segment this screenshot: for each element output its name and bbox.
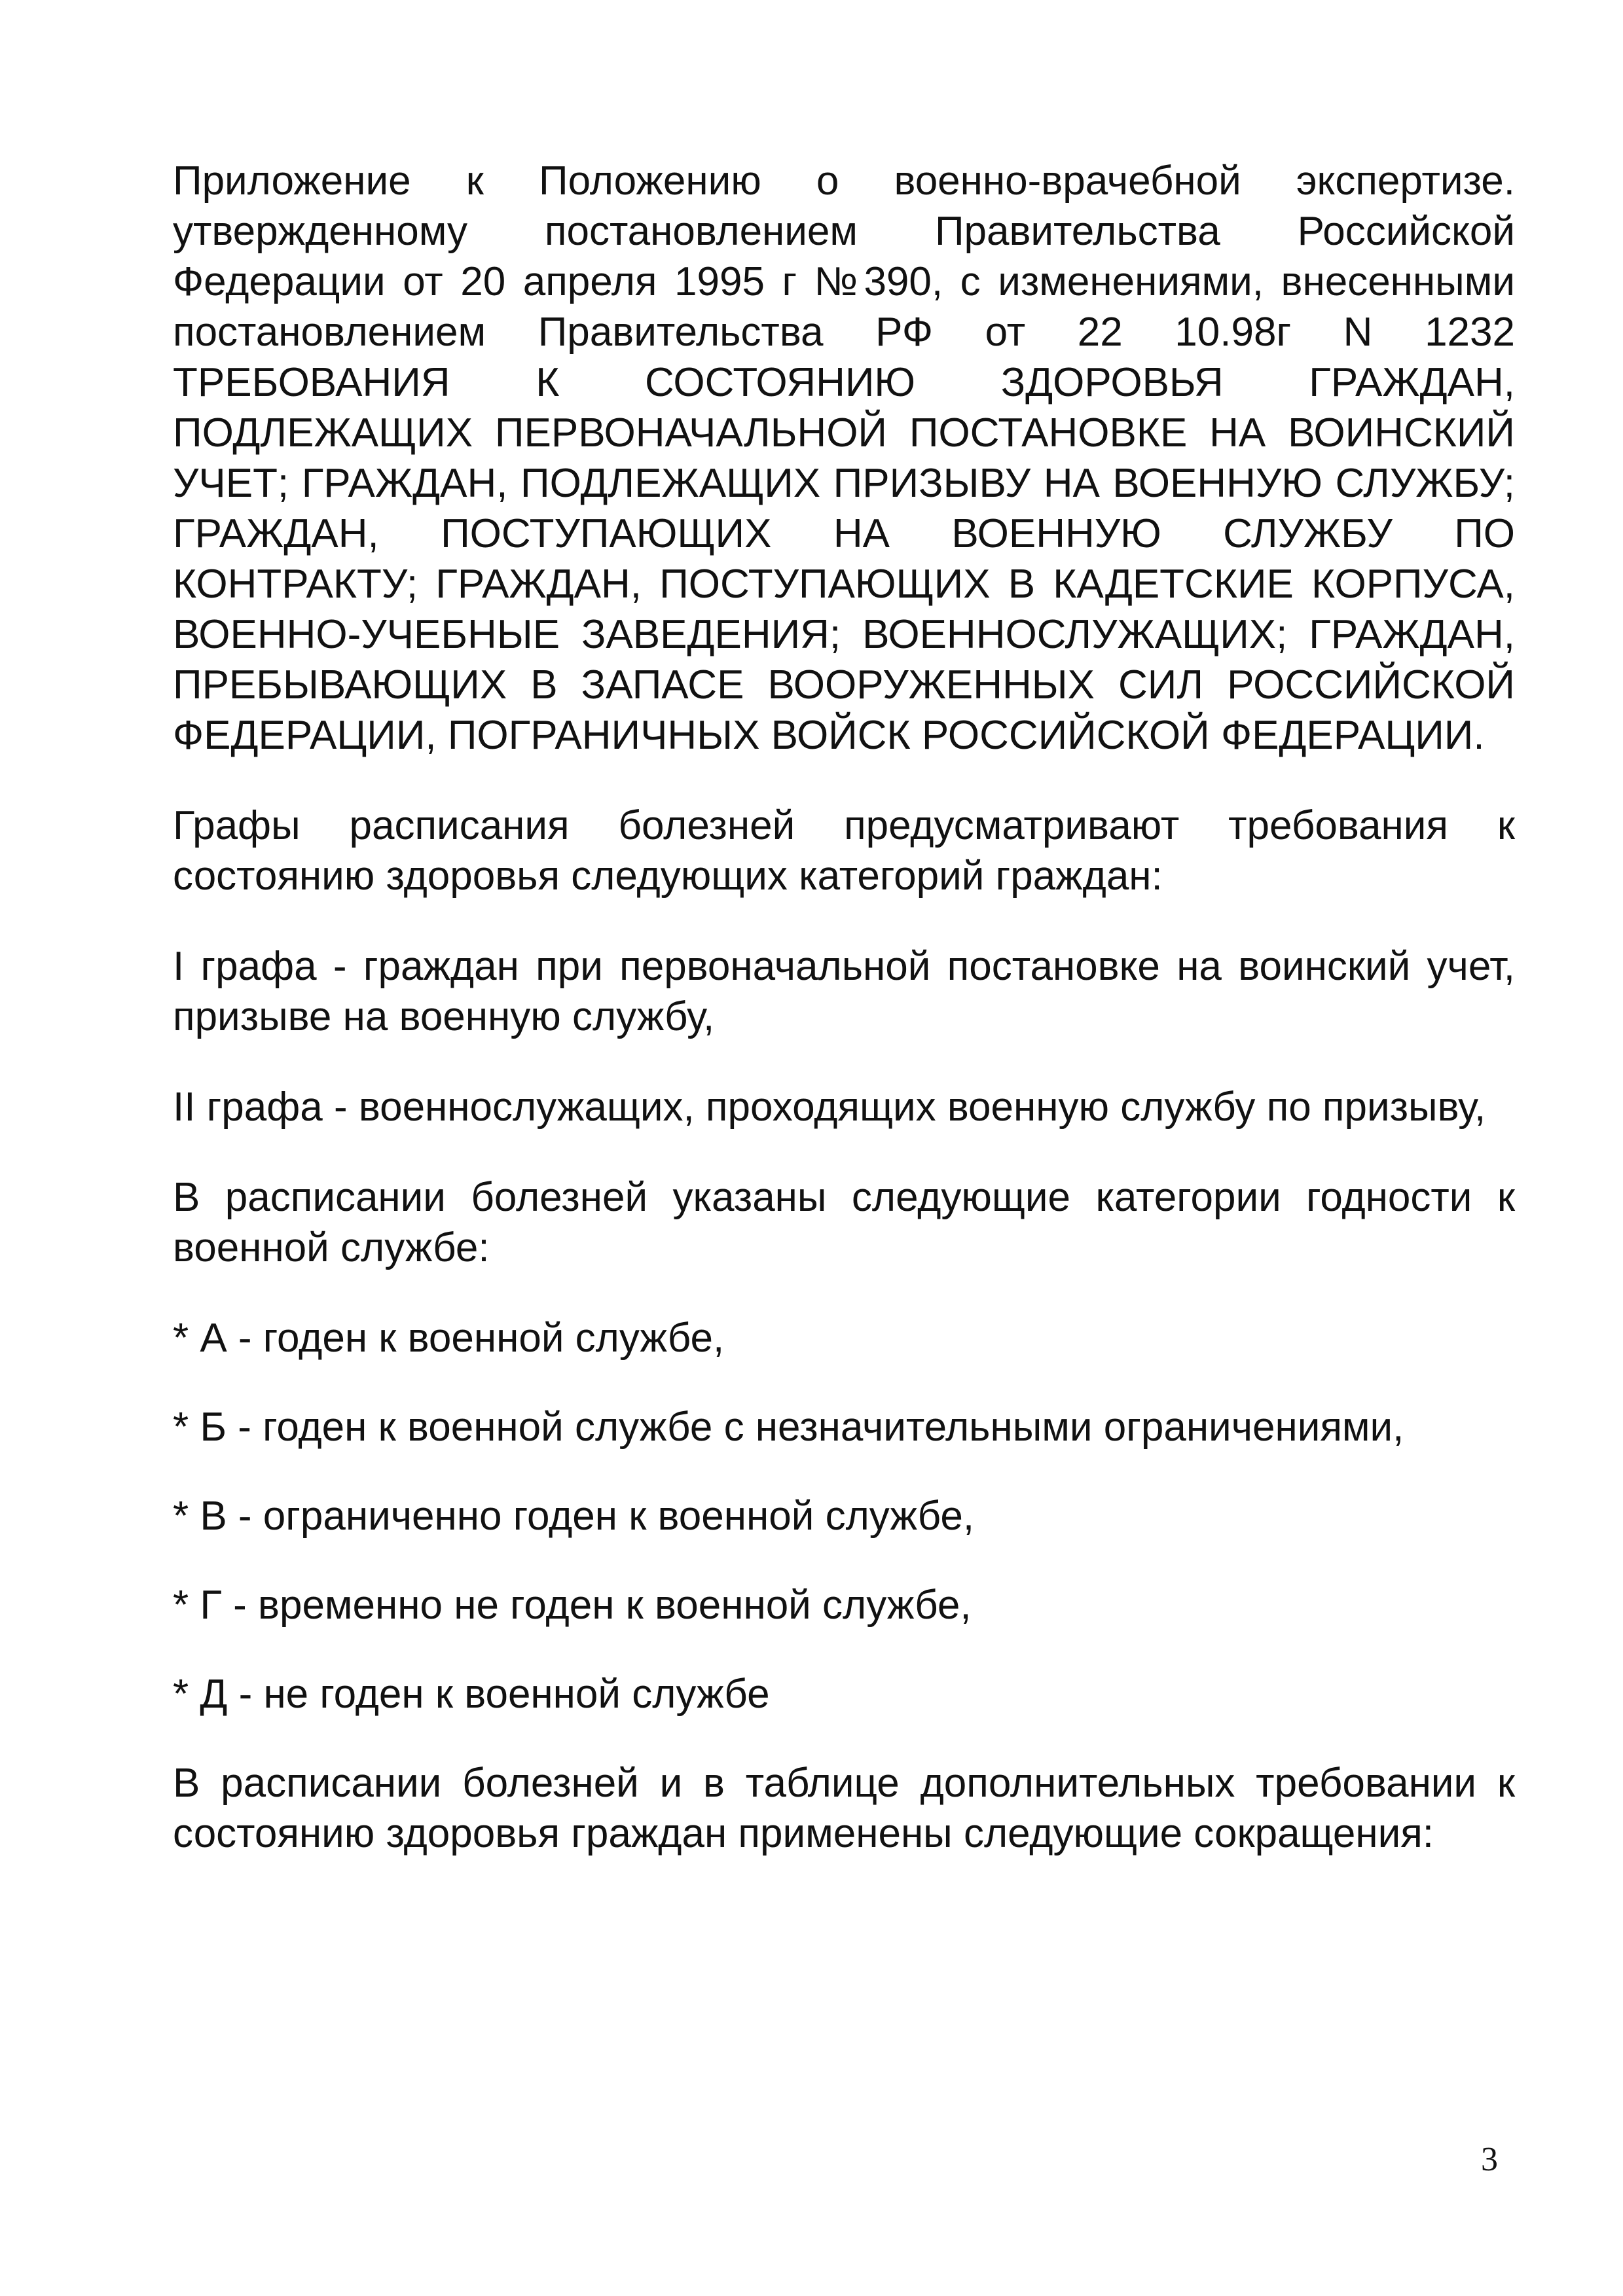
category-item-b: * Б - годен к военной службе с незначительными ограничениями, xyxy=(173,1405,1404,1450)
abbreviations-intro-paragraph: В расписании болезней и в таблице дополнительных требовании к состоянию здоровья граждан применены следующие сокращения: xyxy=(173,1761,1515,1856)
page-number: 3 xyxy=(1481,2141,1498,2178)
category-item-d: * Д - не годен к военной службе xyxy=(173,1672,770,1717)
category-item-v: * В - ограниченно годен к военной службе, xyxy=(173,1494,975,1539)
category-item-a: * А - годен к военной службе, xyxy=(173,1316,725,1361)
graphs-intro-paragraph: Графы расписания болезней предусматривают требования к состоянию здоровья следующих категорий граждан: xyxy=(173,803,1515,899)
document-body xyxy=(173,156,1515,1899)
category-item-g: * Г - временно не годен к военной службе, xyxy=(173,1583,972,1628)
graph-1-paragraph: I графа - граждан при первоначальной постановке на воинский учет, призыве на военную службу, xyxy=(173,944,1515,1039)
heading-paragraph: Приложение к Положению о военно-врачебной экспертизе. утвержденному постановлением Правительства Российской Федерации от 20 апреля 1995 г №390, с изменениями, внесенными постановлением Правительства РФ от 22 10.98г N 1232 ТРЕБОВАНИЯ К СОСТОЯНИЮ ЗДОРОВЬЯ ГРАЖДАН, ПОДЛЕЖАЩИХ ПЕРВОНАЧАЛЬНОЙ ПОСТАНОВКЕ НА ВОИНСКИЙ УЧЕТ; ГРАЖДАН, ПОДЛЕЖАЩИХ ПРИЗЫВУ НА ВОЕННУЮ СЛУЖБУ; ГРАЖДАН, ПОСТУПАЮЩИХ НА ВОЕННУЮ СЛУЖБУ ПО КОНТРАКТУ; ГРАЖДАН, ПОСТУПАЮЩИХ В КАДЕТСКИЕ КОРПУСА, ВОЕННО-УЧЕБНЫЕ ЗАВЕДЕНИЯ; ВОЕННОСЛУЖАЩИХ; ГРАЖДАН, ПРЕБЫВАЮЩИХ В ЗАПАСЕ ВООРУЖЕННЫХ СИЛ РОССИЙСКОЙ ФЕДЕРАЦИИ, ПОГРАНИЧНЫХ ВОЙСК РОССИЙСКОЙ ФЕДЕРАЦИИ. xyxy=(173,158,1515,758)
graph-2-paragraph: II графа - военнослужащих, проходящих военную службу по призыву, xyxy=(173,1085,1486,1130)
categories-intro-paragraph: В расписании болезней указаны следующие категории годности к военной службе: xyxy=(173,1175,1515,1270)
